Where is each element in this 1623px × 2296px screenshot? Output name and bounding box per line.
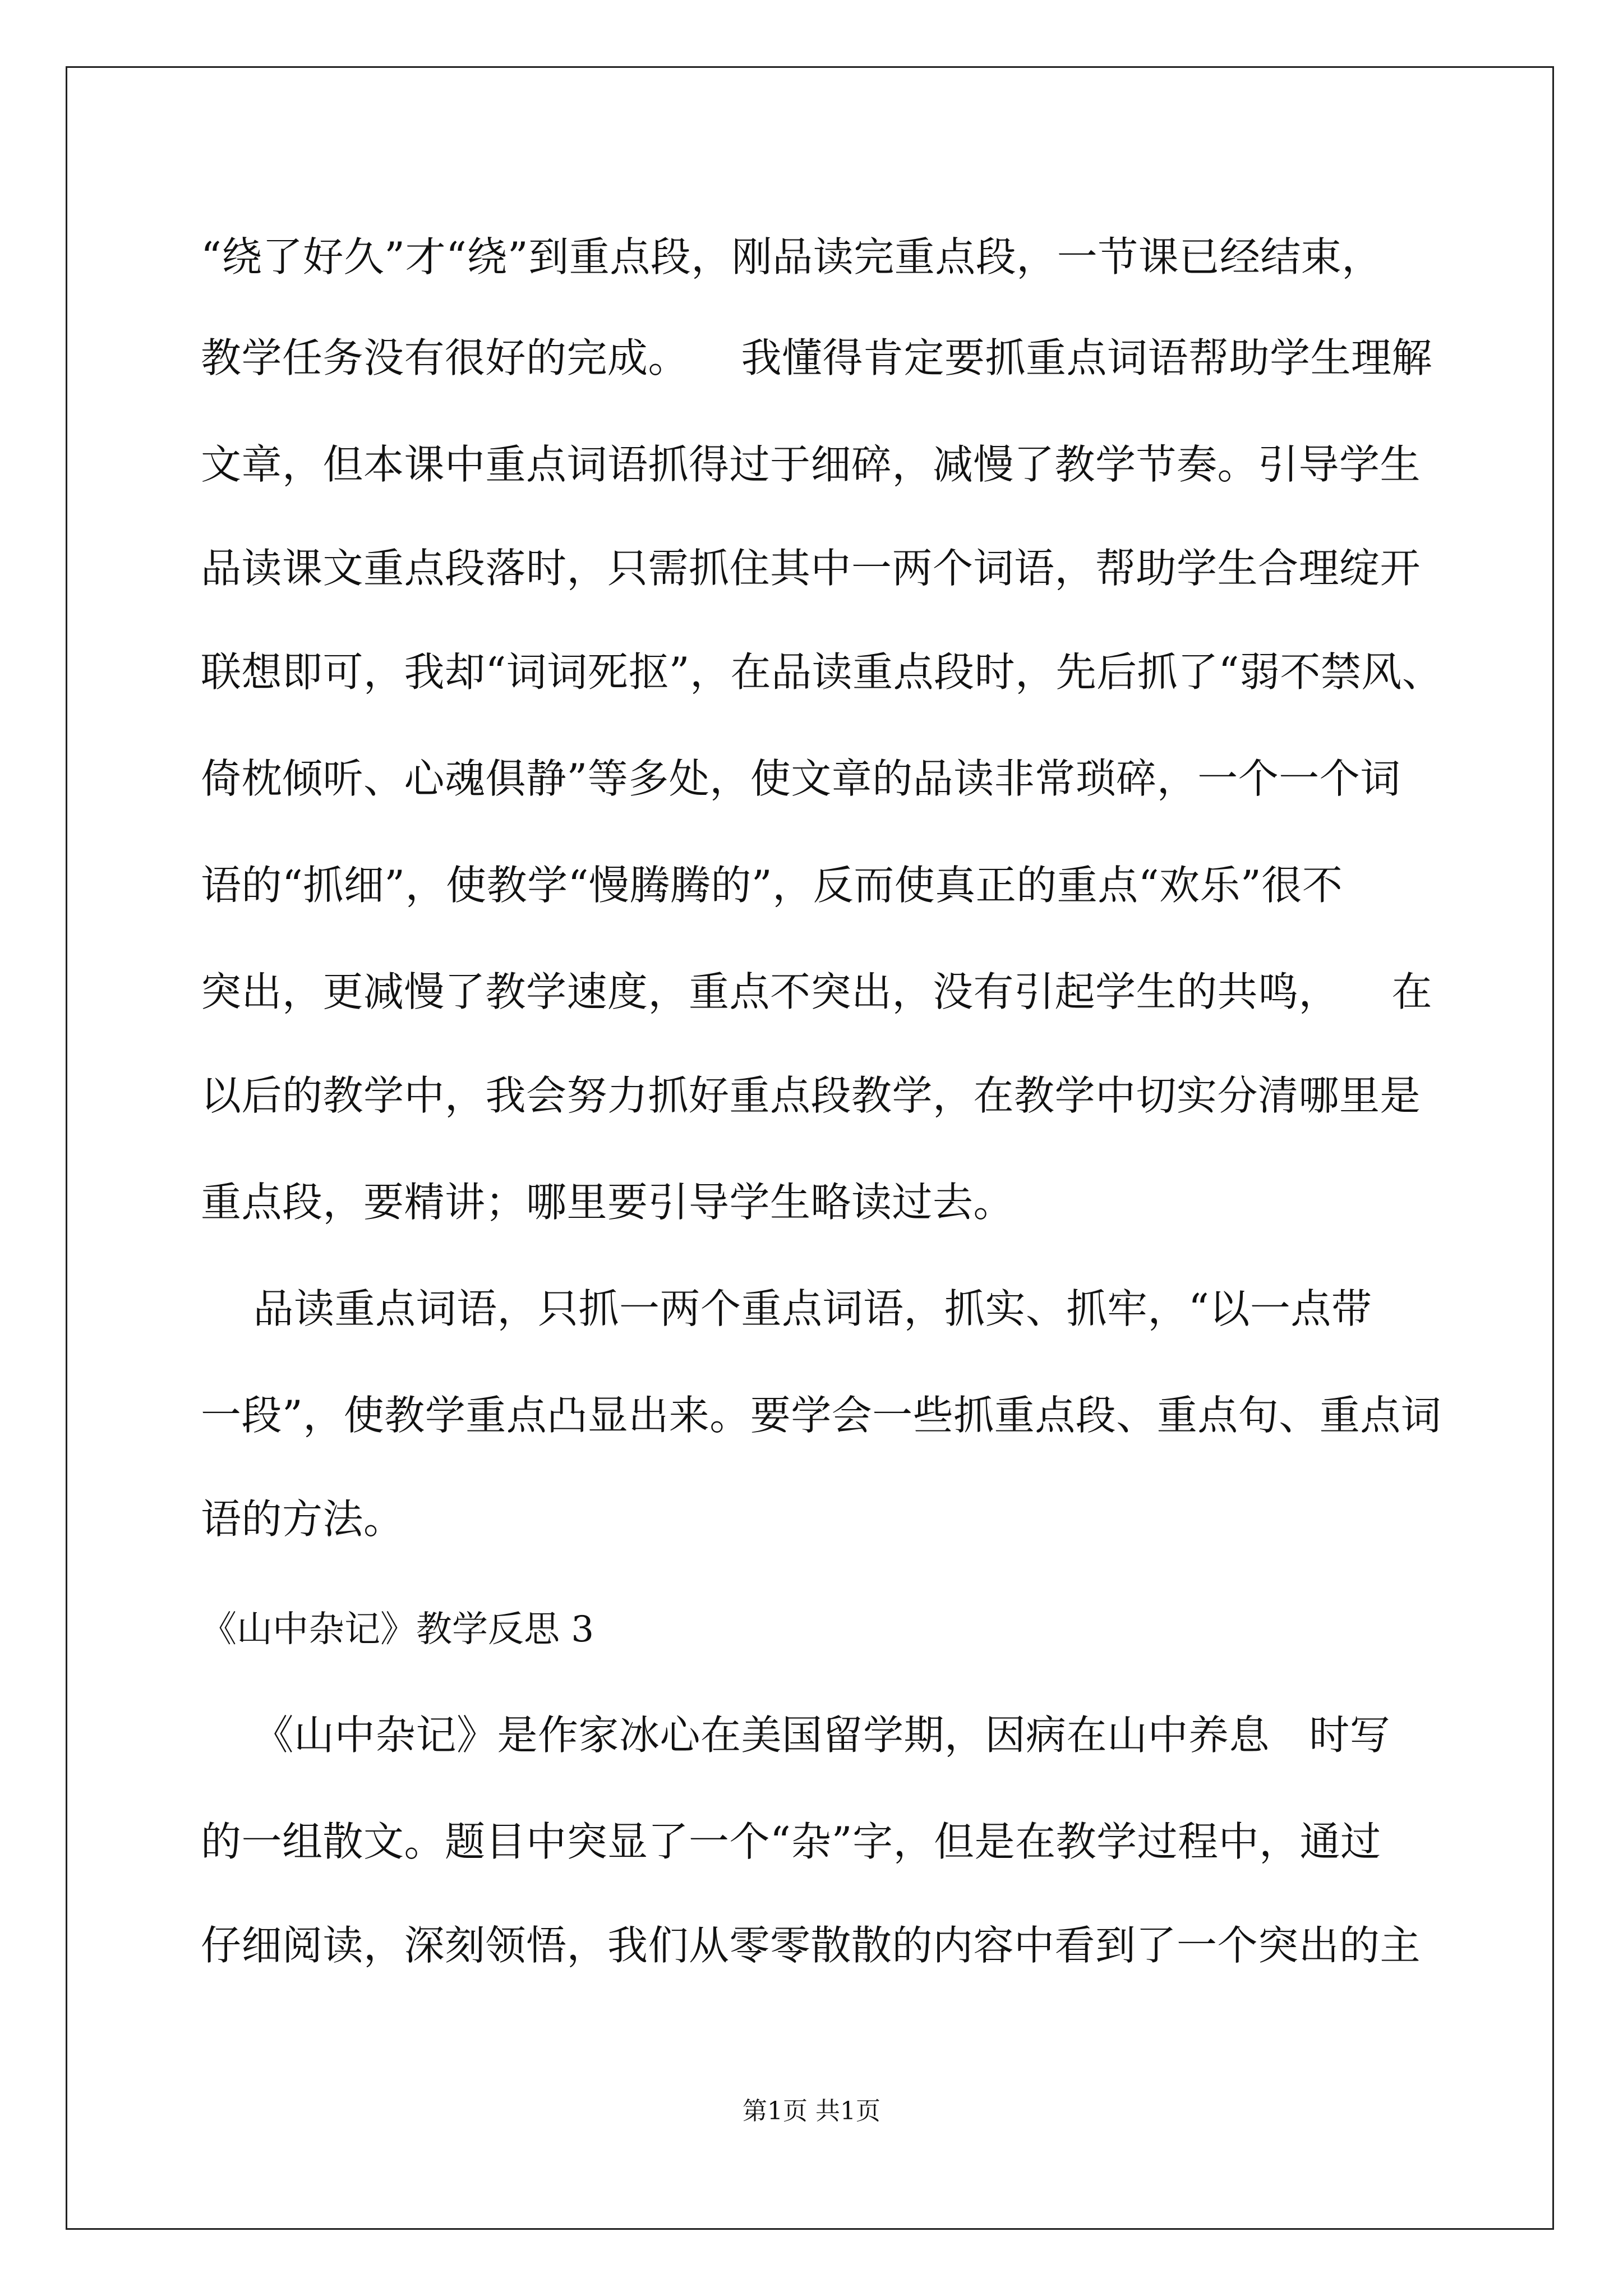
text-line: 突出，更减慢了教学速度，重点不突出，没有引起学生的共鸣， 在 bbox=[201, 968, 1433, 1015]
section-heading: 《山中杂记》教学反思 3 bbox=[201, 1609, 594, 1650]
page-number-footer: 第1页 共1页 bbox=[743, 2097, 880, 2125]
text-line: 倚枕倾听、心魂俱静”等多处，使文章的品读非常琐碎，一个一个词 bbox=[201, 755, 1401, 802]
page-border bbox=[66, 66, 1554, 2230]
text-line: 教学任务没有很好的完成。 我懂得肯定要抓重点词语帮助学生理解 bbox=[201, 334, 1433, 381]
text-line: 品读课文重点段落时，只需抓住其中一两个词语，帮助学生合理绽开 bbox=[201, 545, 1421, 592]
text-line: 重点段，要精讲；哪里要引导学生略读过去。 bbox=[201, 1179, 1015, 1226]
text-line: “绕了好久”才“绕”到重点段，刚品读完重点段，一节课已经结束， bbox=[201, 233, 1382, 280]
text-line: 《山中杂记》是作家冰心在美国留学期，因病在山中养息 时写 bbox=[201, 1711, 1391, 1759]
text-line: 语的“抓细”，使教学“慢腾腾的”，反而使真正的重点“欢乐”很不 bbox=[201, 862, 1343, 909]
text-line: 品读重点词语，只抓一两个重点词语，抓实、抓牢，“以一点带 bbox=[201, 1285, 1372, 1332]
text-line: 联想即可，我却“词词死抠”，在品读重点段时，先后抓了“弱不禁风、 bbox=[201, 648, 1443, 696]
text-line: 文章，但本课中重点词语抓得过于细碎，减慢了教学节奏。引导学生 bbox=[201, 441, 1421, 488]
text-line: 语的方法。 bbox=[201, 1496, 404, 1543]
text-line: 的一组散文。题目中突显了一个“杂”字，但是在教学过程中，通过 bbox=[201, 1818, 1381, 1865]
text-line: 一段”，使教学重点凸显出来。要学会一些抓重点段、重点句、重点词 bbox=[201, 1392, 1442, 1439]
text-line: 以后的教学中，我会努力抓好重点段教学，在教学中切实分清哪里是 bbox=[201, 1072, 1421, 1119]
text-line: 仔细阅读，深刻领悟，我们从零零散散的内容中看到了一个突出的主 bbox=[201, 1922, 1421, 1969]
